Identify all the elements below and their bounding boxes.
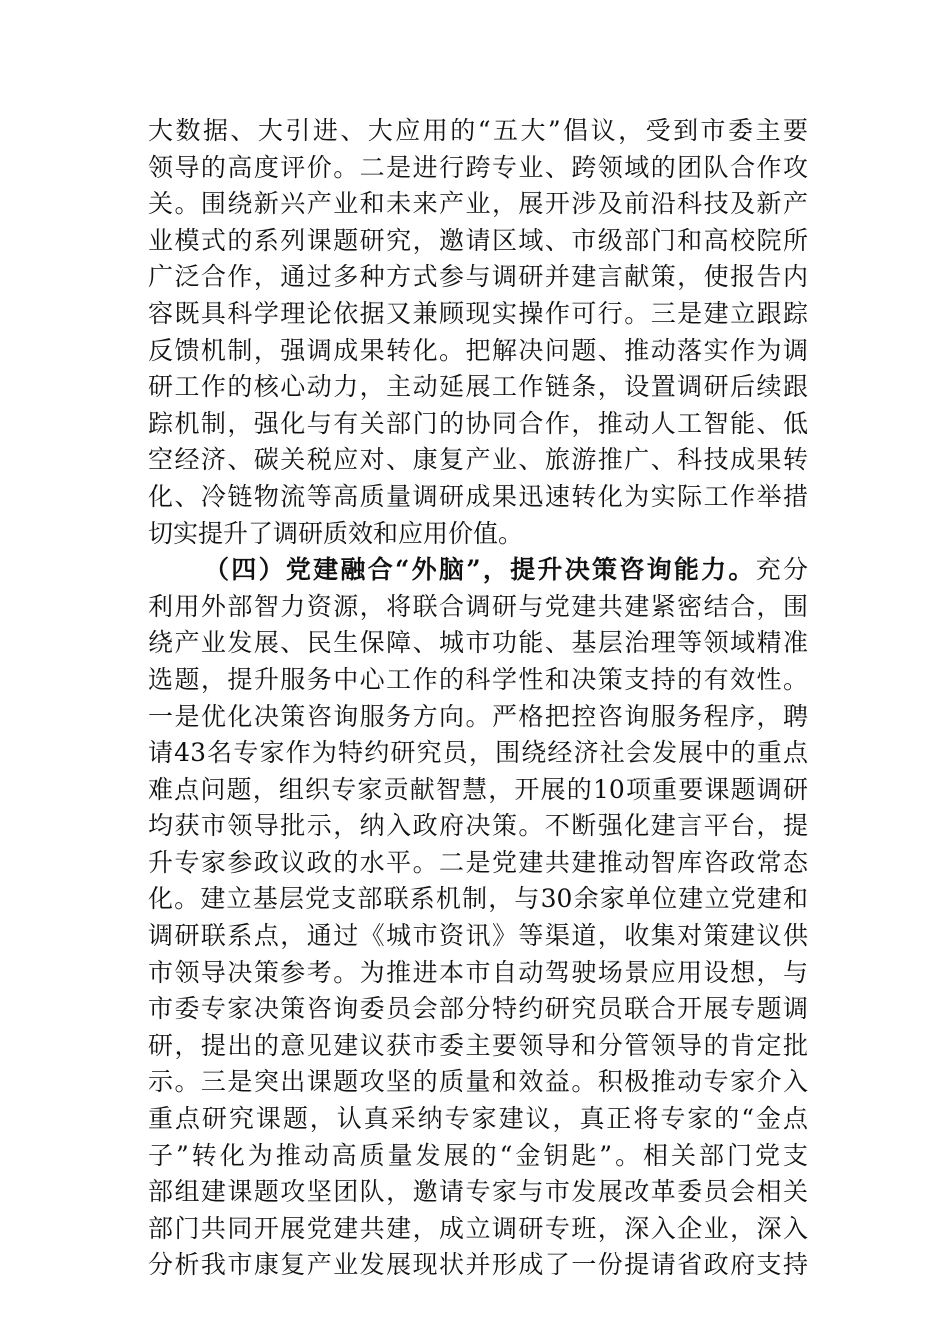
text-line: 大数据、大引进、大应用的“五大”倡议，受到市委主要 bbox=[148, 116, 808, 145]
text-line: 研工作的核心动力，主动延展工作链条，设置调研后续跟 bbox=[148, 372, 808, 402]
text-line: 容既具科学理论依据又兼顾现实操作可行。三是建立跟踪 bbox=[148, 298, 808, 328]
text-line: 子”转化为推动高质量发展的“金钥匙”。相关部门党支 bbox=[148, 1140, 808, 1170]
text-line: 研，提出的意见建议获市委主要领导和分管领导的肯定批 bbox=[148, 1030, 808, 1060]
text-line: 业模式的系列课题研究，邀请区域、市级部门和高校院所 bbox=[148, 225, 808, 255]
text-line: 空经济、碳关税应对、康复产业、旅游推广、科技成果转 bbox=[148, 445, 808, 475]
paragraph-heading-line bbox=[148, 552, 808, 589]
section-heading: （四）党建融合“外脑”，提升决策咨询能力。 bbox=[204, 555, 756, 585]
text-line: 市领导决策参考。为推进本市自动驾驶场景应用设想，与 bbox=[148, 957, 808, 987]
text-line: 部组建课题攻坚团队，邀请专家与市发展改革委员会相关 bbox=[148, 1177, 808, 1207]
text-line: 关。围绕新兴产业和未来产业，展开涉及前沿科技及新产 bbox=[148, 189, 808, 219]
text-line: 选题，提升服务中心工作的科学性和决策支持的有效性。 bbox=[148, 664, 808, 694]
text-line: 重点研究课题，认真采纳专家建议，真正将专家的“金点 bbox=[148, 1104, 808, 1134]
text-line: 绕产业发展、民生保障、城市功能、基层治理等领域精准 bbox=[148, 628, 808, 658]
text-line: 示。三是突出课题攻坚的质量和效益。积极推动专家介入 bbox=[148, 1067, 808, 1097]
text-line: 领导的高度评价。二是进行跨专业、跨领域的团队合作攻 bbox=[148, 152, 808, 182]
paragraph-1 bbox=[148, 113, 808, 552]
text-line: 反馈机制，强调成果转化。把解决问题、推动落实作为调 bbox=[148, 335, 808, 365]
text-line: 踪机制，强化与有关部门的协同合作，推动人工智能、低 bbox=[148, 408, 808, 438]
text-line: 分析我市康复产业发展现状并形成了一份提请省政府支持 bbox=[148, 1250, 808, 1280]
text-line: 化、冷链物流等高质量调研成果迅速转化为实际工作举措 bbox=[148, 481, 808, 511]
text-line: 一是优化决策咨询服务方向。严格把控咨询服务程序，聘 bbox=[148, 701, 808, 731]
text-line: 化。建立基层党支部联系机制，与30余家单位建立党建和 bbox=[148, 884, 808, 914]
text-line: 均获市领导批示，纳入政府决策。不断强化建言平台，提 bbox=[148, 811, 808, 841]
paragraph-2 bbox=[148, 552, 808, 1284]
text-line: 部门共同开展党建共建，成立调研专班，深入企业，深入 bbox=[148, 1213, 808, 1243]
text-line: 请43名专家作为特约研究员，围绕经济社会发展中的重点 bbox=[148, 738, 808, 768]
text-line: 调研联系点，通过《城市资讯》等渠道，收集对策建议供 bbox=[148, 921, 808, 951]
body-text bbox=[148, 113, 808, 1284]
text-line: 升专家参政议政的水平。二是党建共建推动智库咨政常态 bbox=[148, 847, 808, 877]
text-line: 市委专家决策咨询委员会部分特约研究员联合开展专题调 bbox=[148, 994, 808, 1024]
text-line: 利用外部智力资源，将联合调研与党建共建紧密结合，围 bbox=[148, 591, 808, 621]
heading-rest-text: 充分 bbox=[755, 555, 808, 585]
text-line: 广泛合作，通过多种方式参与调研并建言献策，使报告内 bbox=[148, 262, 808, 292]
text-line: 难点问题，组织专家贡献智慧，开展的10项重要课题调研 bbox=[148, 774, 808, 804]
text-line: 切实提升了调研质效和应用价值。 bbox=[148, 518, 524, 548]
